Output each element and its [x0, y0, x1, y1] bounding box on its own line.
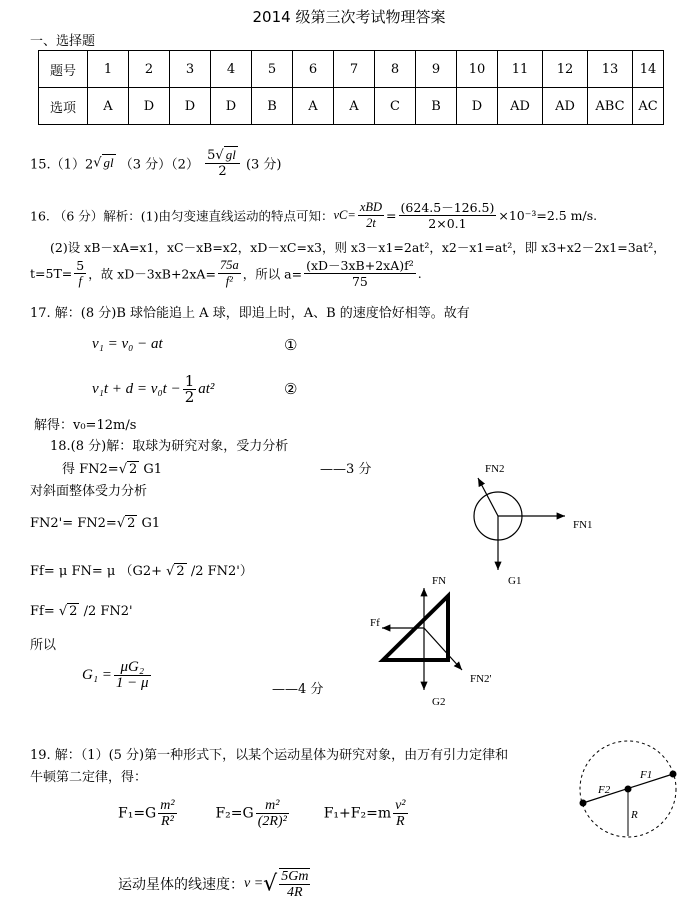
fn2-label: FN2: [485, 463, 505, 475]
row-label: 题号: [39, 51, 88, 88]
q17-eq-1: v₁ = v₀ − at: [92, 336, 163, 352]
q17-line-1: 17. 解：(8 分)B 球恰能追上 A 球，即追上时，A、B 的速度恰好相等。故有: [30, 306, 470, 321]
table-cell: 10: [457, 51, 498, 88]
q17-mark-2: ②: [284, 380, 298, 398]
q18-so: 所以: [30, 638, 57, 653]
table-cell: 6: [293, 51, 334, 88]
table-cell: 1: [88, 51, 129, 88]
table-cell: 14: [633, 51, 664, 88]
star-right: [670, 771, 677, 778]
table-cell: D: [129, 88, 170, 125]
star-center: [625, 786, 632, 793]
table-cell: 7: [334, 51, 375, 88]
q18-score-1: ——3 分: [320, 462, 372, 477]
fn-label: FN: [432, 575, 447, 587]
table-cell: D: [170, 88, 211, 125]
q18-line-1: 18.(8 分)解：取球为研究对象，受力分析: [50, 439, 289, 454]
star-left: [580, 800, 587, 807]
table-cell: ABC: [588, 88, 633, 125]
q17-eq-2: v₁t + d = v₀t − $\frac{1}{2}$ at²: [92, 372, 215, 406]
table-cell: 11: [498, 51, 543, 88]
page-title: 2014 级第三次考试物理答案: [252, 8, 446, 26]
q19-equations: F₁=G $\frac{\text{m²}}{\text{R²}}$ F₂=G $\frac{\text{m²}}{\text{(2R)²}}$ F₁+F₂=m $\frac{\text{v²}}{R}$: [118, 798, 406, 829]
section-heading: 一、选择题: [30, 34, 96, 49]
table-cell: 12: [543, 51, 588, 88]
table-cell: A: [293, 88, 334, 125]
table-cell: AD: [543, 88, 588, 125]
table-cell: C: [375, 88, 416, 125]
q18-line-4: FN2'= FN2=√ 2 G1: [30, 516, 161, 531]
f1-label: F1: [640, 769, 653, 781]
q15-line: 15.（1）2√ gl （3 分）（2） $\frac{5√ gl}{2}$ (3 分): [30, 147, 282, 179]
table-cell: B: [252, 88, 293, 125]
table-cell: 2: [129, 51, 170, 88]
table-cell: A: [88, 88, 129, 125]
table-cell: B: [416, 88, 457, 125]
table-cell: 3: [170, 51, 211, 88]
ff-label: Ff: [370, 617, 380, 629]
q19-line-1: 19. 解：（1）(5 分)第一种形式下，以某个运动星体为研究对象，由万有引力定律和: [30, 748, 509, 763]
table-cell: D: [457, 88, 498, 125]
q18-line-3: 对斜面整体受力分析: [30, 484, 148, 499]
q18-line-5: Ff= μ FN= μ （G2+ √ 2 /2 FN2'）: [30, 564, 253, 579]
table-cell: A: [334, 88, 375, 125]
fn1-label: FN1: [573, 519, 593, 531]
q17-solution: 解得：v₀=12m/s: [34, 418, 137, 433]
table-cell: 5: [252, 51, 293, 88]
table-cell: AD: [498, 88, 543, 125]
table-cell: 4: [211, 51, 252, 88]
q19-line-2: 牛顿第二定律，得：: [30, 770, 148, 785]
q18-score-2: ——4 分: [272, 682, 324, 697]
row-label: 选项: [39, 88, 88, 125]
q16-line-3: t=5T= $\frac{5}{f}$ ，故 xD－3xB+2xA= $\frac{75a}{\text{f²}}$ ，所以 a= $\frac{\text{(xD－3xB+2xA)f²}}{75}$ .: [30, 258, 422, 289]
table-cell: 9: [416, 51, 457, 88]
table-cell: 13: [588, 51, 633, 88]
g2-label: G2: [432, 696, 446, 708]
q19-speed: 运动星体的线速度：v =√ $\frac{5Gm}{4R}$: [118, 869, 309, 900]
q16-line-1: 16. （6 分）解析：(1)由匀变速直线运动的特点可知：vC= $\frac{\text{xBD}}{2t}$ = $\frac{(624.5-126.5)}{2\times 0.1}$ ×10⁻³=2.5 m/s.: [30, 200, 598, 231]
q16-line-2: (2)设 xB－xA=x1，xC－xB=x2，xD－xC=x3，则 x3－x1=2at²，x2－x1=at²，即 x3+x2－2x1=3at²，: [50, 240, 666, 255]
r-label: R: [631, 809, 638, 821]
q18-line-6: Ff= √ 2 /2 FN2': [30, 604, 133, 619]
g1-label: G1: [508, 575, 522, 587]
q18-line-2: 得 FN2=√ 2 G1: [62, 462, 163, 477]
table-cell: 8: [375, 51, 416, 88]
q17-mark-1: ①: [284, 336, 298, 354]
table-cell: D: [211, 88, 252, 125]
fn2p-label: FN2': [470, 673, 492, 685]
table-cell: AC: [633, 88, 664, 125]
q18-result: G₁ = $\frac{\text{μG₂}}{1 - \mu}$: [82, 659, 149, 691]
f2-label: F2: [598, 784, 611, 796]
